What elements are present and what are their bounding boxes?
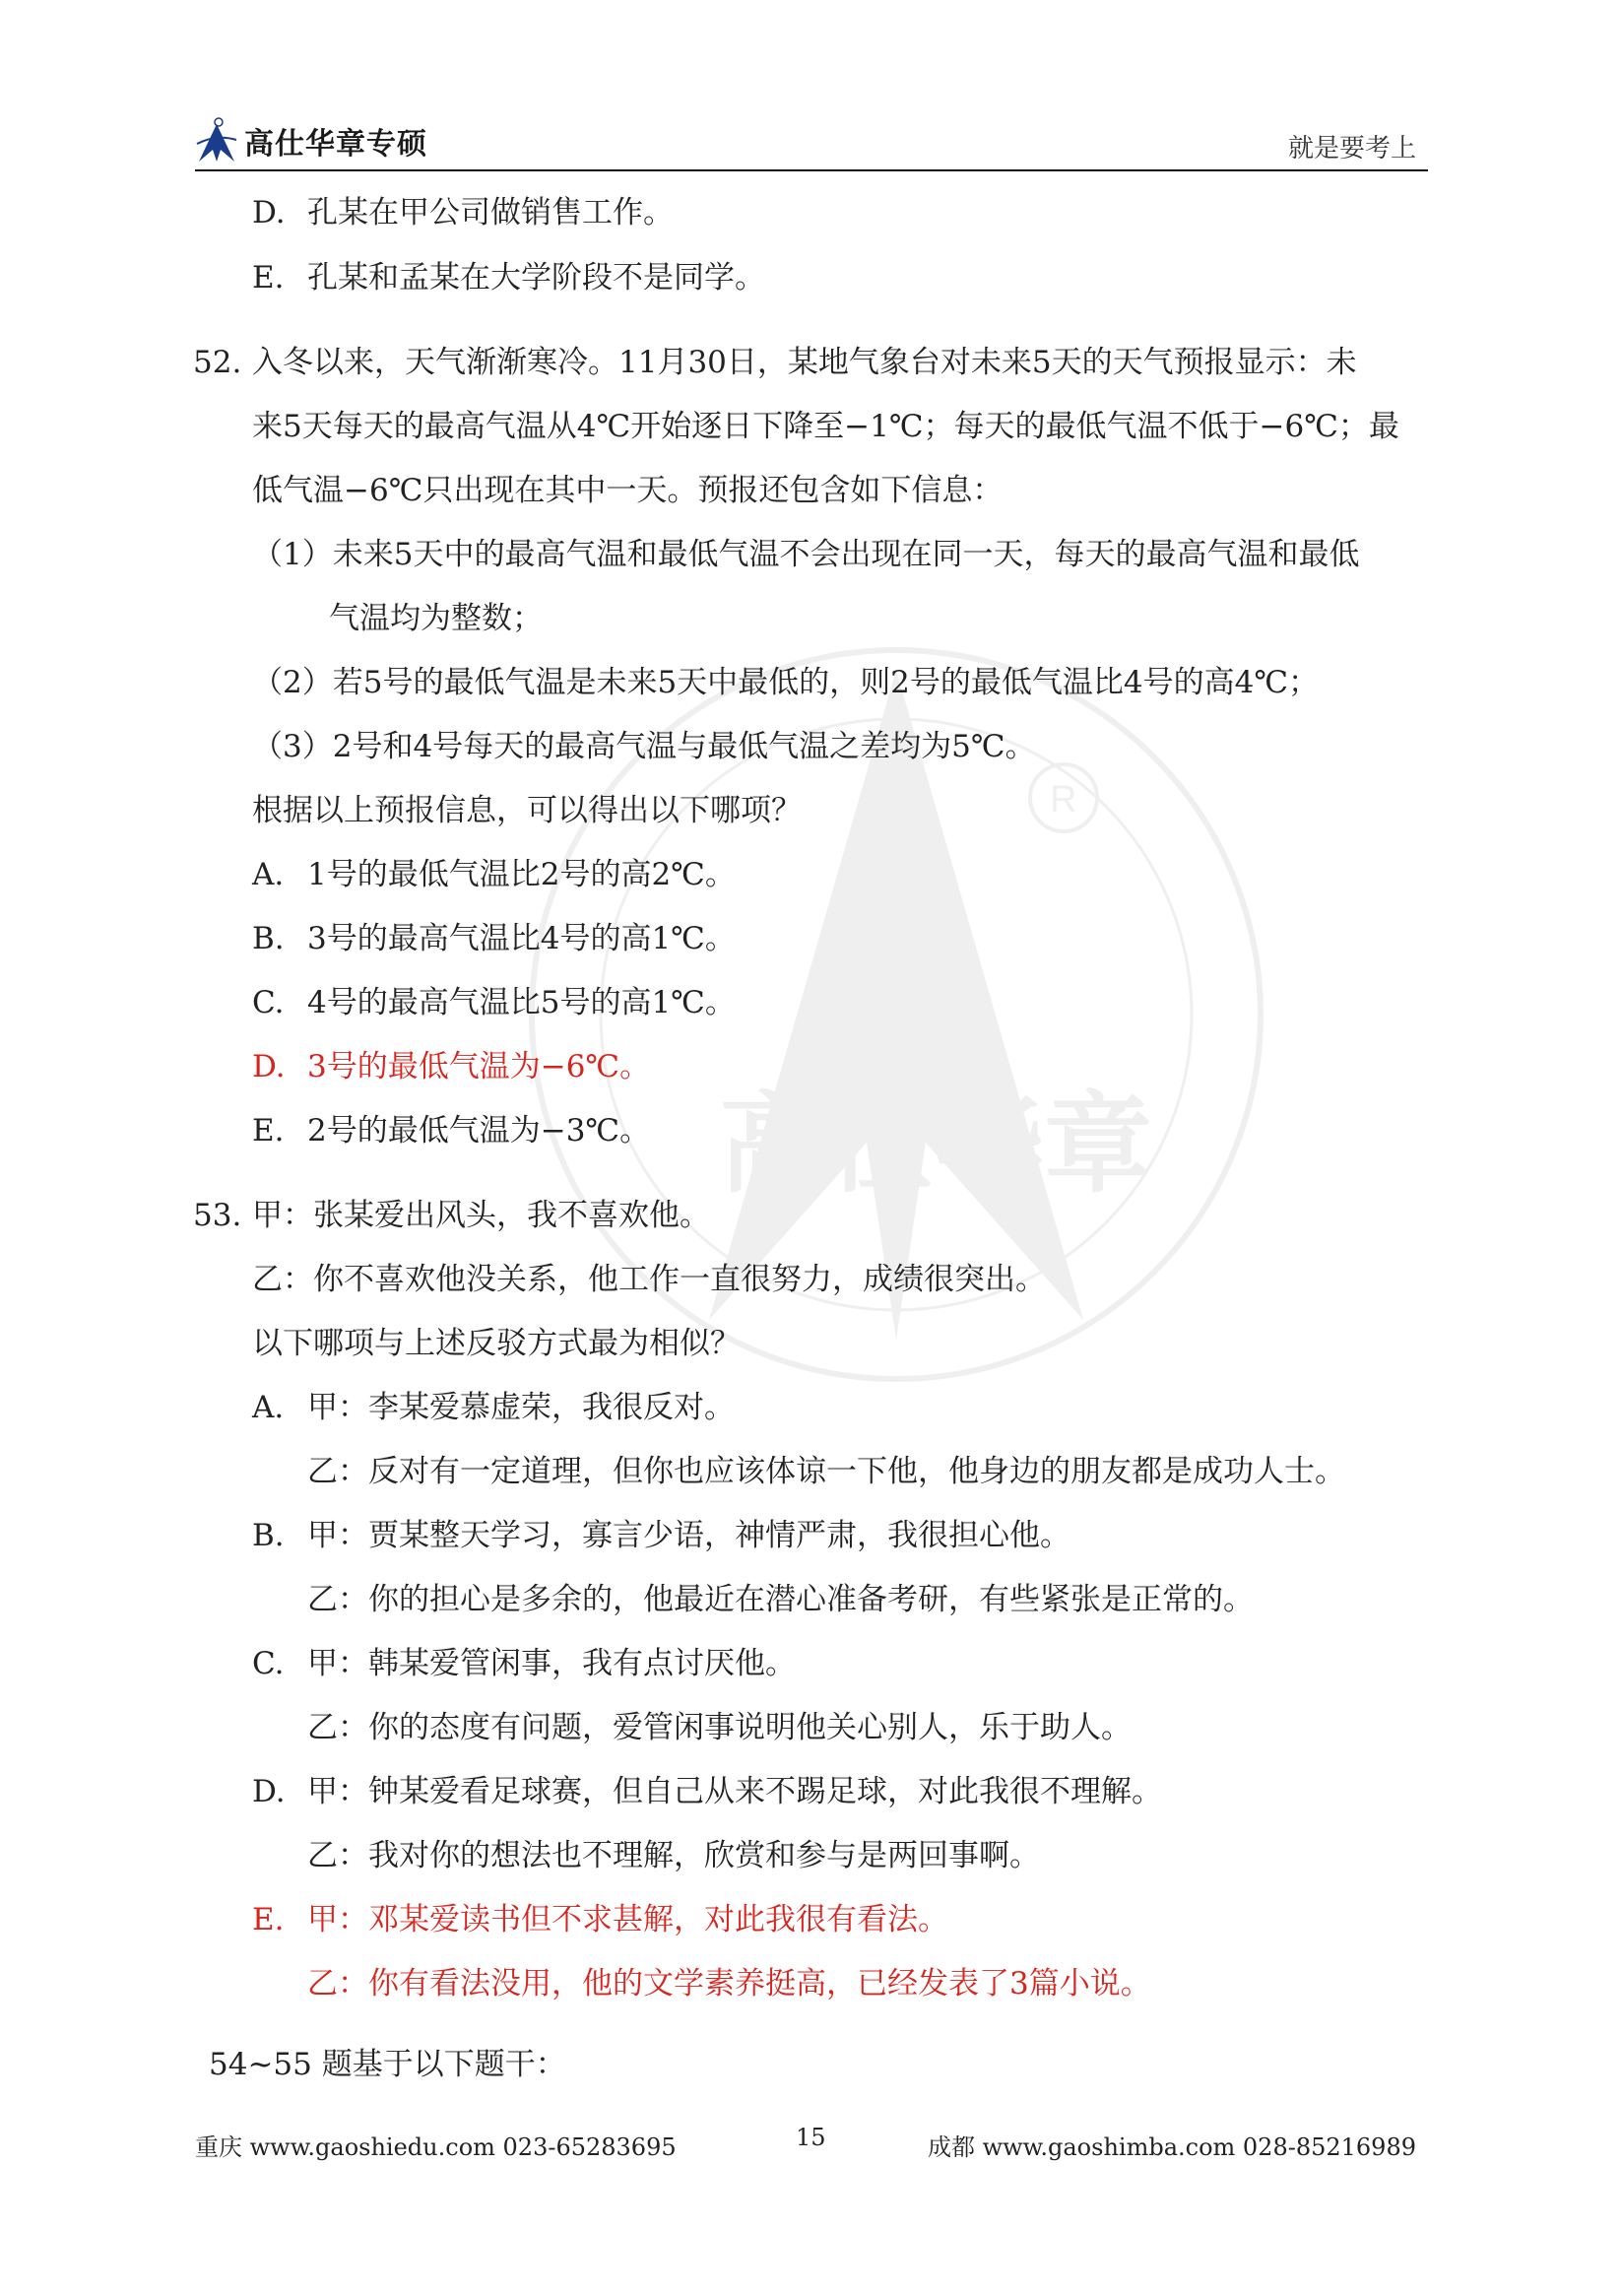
q52-option-c <box>252 983 736 1022</box>
q53-option-e-reply-answer: 乙：你有看法没用，他的文学素养挺高，已经发表了3篇小说。 <box>307 1966 1151 2001</box>
q52-condition-2: （2）若5号的最低气温是未来5天中最低的，则2号的最低气温比4号的高4℃； <box>252 665 1320 700</box>
brand-name: 高仕华章专硕 <box>244 127 427 162</box>
option-letter: B. <box>252 921 285 956</box>
option-letter: C. <box>252 985 285 1020</box>
footer-chongqing-contact: 重庆 www.gaoshiedu.com 023-65283695 <box>195 2133 677 2161</box>
option-letter: E. <box>252 1113 285 1148</box>
q53-stem-line-2: 乙：你不喜欢他没关系，他工作一直很努力，成绩很突出。 <box>252 1262 1046 1297</box>
option-letter: A. <box>252 1390 285 1425</box>
svg-text:R: R <box>1050 779 1077 820</box>
q52-stem-line-1: 入冬以来，天气渐渐寒冷。11月30日，某地气象台对未来5天的天气预报显示：未 <box>252 345 1357 380</box>
q52-option-d-answer <box>252 1047 650 1086</box>
option-text: 甲：李某爱慕虚荣，我很反对。 <box>307 1390 735 1425</box>
header-slogan: 就是要考上 <box>1287 134 1416 164</box>
option-text: 3号的最高气温比4号的高1℃。 <box>307 921 736 956</box>
q53-option-b-reply: 乙：你的担心是多余的，他最近在潜心准备考研，有些紧张是正常的。 <box>307 1582 1254 1617</box>
option-text: 甲：邓某爱读书但不求甚解，对此我很有看法。 <box>307 1902 948 1937</box>
q52-option-e <box>252 1111 650 1150</box>
option-text: 甲：韩某爱管闲事，我有点讨厌他。 <box>307 1646 796 1681</box>
q52-question: 根据以上预报信息，可以得出以下哪项？ <box>252 793 802 828</box>
option-text: 甲：钟某爱看足球赛，但自己从来不踢足球，对此我很不理解。 <box>307 1774 1162 1809</box>
q53-option-b <box>252 1516 1070 1555</box>
q53-option-d <box>252 1772 1162 1811</box>
option-text: 孔某在甲公司做销售工作。 <box>307 195 674 230</box>
header-divider <box>195 169 1428 171</box>
brand-logo <box>195 116 427 165</box>
q52-stem-line-3: 低气温−6℃只出现在其中一天。预报还包含如下信息： <box>252 473 1004 508</box>
option-letter: D. <box>252 1049 286 1084</box>
option-e-q51 <box>252 258 765 297</box>
q53-option-d-reply: 乙：我对你的想法也不理解，欣赏和参与是两回事啊。 <box>307 1838 1040 1873</box>
star-logo-icon <box>195 116 238 165</box>
option-text: 4号的最高气温比5号的高1℃。 <box>307 985 736 1020</box>
option-text: 2号的最低气温为−3℃。 <box>307 1113 651 1148</box>
option-letter: B. <box>252 1518 285 1553</box>
q52-condition-1: （1）未来5天中的最高气温和最低气温不会出现在同一天，每天的最高气温和最低 <box>252 537 1360 572</box>
svg-text:高仕华章: 高仕华章 <box>719 1082 1152 1208</box>
q53-option-a-reply: 乙：反对有一定道理，但你也应该体谅一下他，他身边的朋友都是成功人士。 <box>307 1454 1345 1489</box>
question-number-53: 53. <box>193 1198 242 1233</box>
q52-stem-line-2: 来5天每天的最高气温从4℃开始逐日下降至−1℃；每天的最低气温不低于−6℃；最 <box>252 409 1399 444</box>
footer-chengdu-contact: 成都 www.gaoshimba.com 028-85216989 <box>927 2133 1416 2161</box>
option-letter: C. <box>252 1646 285 1681</box>
q53-option-a <box>252 1388 735 1427</box>
q53-option-e-answer <box>252 1900 948 1939</box>
page-header <box>195 108 1426 173</box>
q52-condition-1-cont: 气温均为整数； <box>329 601 543 636</box>
q52-condition-3: （3）2号和4号每天的最高气温与最低气温之差均为5℃。 <box>252 729 1036 764</box>
option-letter: A. <box>252 857 285 892</box>
q52-option-b <box>252 919 736 958</box>
option-d-q51 <box>252 193 674 232</box>
option-text: 1号的最低气温比2号的高2℃。 <box>307 857 736 892</box>
option-letter: E. <box>252 1902 285 1937</box>
q52-option-a <box>252 855 736 894</box>
option-letter: D. <box>252 195 286 230</box>
page-number: 15 <box>796 2124 826 2151</box>
option-letter: E. <box>252 260 285 295</box>
q54-55-intro: 54~55 题基于以下题干： <box>209 2047 566 2082</box>
option-text: 孔某和孟某在大学阶段不是同学。 <box>307 260 765 295</box>
q53-option-c <box>252 1644 796 1683</box>
q53-option-c-reply: 乙：你的态度有问题，爱管闲事说明他关心别人，乐于助人。 <box>307 1710 1132 1745</box>
option-text: 3号的最低气温为−6℃。 <box>307 1049 651 1084</box>
q53-stem-line-1: 甲：张某爱出风头，我不喜欢他。 <box>252 1198 710 1233</box>
q53-question: 以下哪项与上述反驳方式最为相似？ <box>252 1326 741 1361</box>
option-letter: D. <box>252 1774 286 1809</box>
option-text: 甲：贾某整天学习，寡言少语，神情严肃，我很担心他。 <box>307 1518 1070 1553</box>
question-number-52: 52. <box>193 345 242 380</box>
